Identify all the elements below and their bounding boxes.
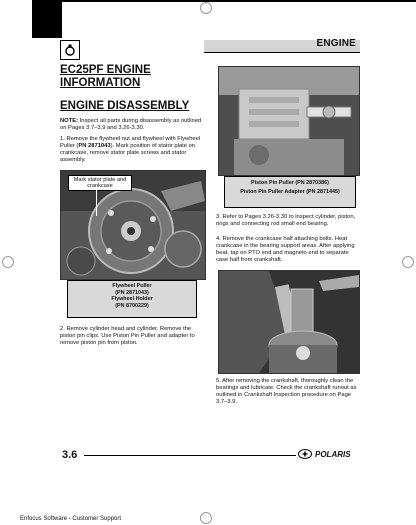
step-5: 5. After removing the crankshaft, thoroughly clean the bearings and lubricate. Check the crankshaft runout as outlined in Crankshaft Inspection procedure on Page 3.7–3.9.: [216, 378, 357, 405]
note-paragraph: [60, 118, 202, 132]
callout-leader-line: [96, 190, 97, 216]
header-black-tab: [32, 0, 62, 38]
step-1-text-b: ). Mark position of stator plate on crankcase, remove stator plate screws and stator assembly.: [60, 143, 196, 163]
piston-pin-puller-photo: [218, 66, 360, 176]
registration-mark-bottom: [200, 512, 212, 524]
registration-mark-right: [402, 256, 414, 268]
section-label: ENGINE: [316, 38, 356, 49]
page-number: 3.6: [62, 449, 78, 461]
caption-flywheel-puller-pn: (PN 2871043): [115, 289, 149, 296]
step-1-part-number: PN 2871043: [78, 143, 111, 149]
stator-callout: Mark stator plate and crankcase: [68, 175, 132, 191]
piston-tools-caption: [224, 176, 356, 208]
footer-credit: Enfocus Software - Customer Support: [20, 516, 122, 522]
caption-piston-pin-puller: Piston Pin Puller (PN 2870386): [251, 180, 329, 186]
caption-piston-pin-adapter: Piston Pin Puller Adapter (PN 2871445): [240, 189, 340, 195]
caption-flywheel-holder-pn: (PN 8700229): [115, 302, 149, 309]
note-label: NOTE:: [60, 118, 79, 124]
registration-mark-left: [2, 256, 14, 268]
step-4: 4. Remove the crankcase half attaching bolts. Heat crankcase in the bearing support areas. After applying heat, tap on PTO end and magneto end to separate case half from crankshaft.: [216, 236, 355, 263]
step-1: [60, 136, 202, 164]
caption-flywheel-puller: Flywheel Puller: [112, 283, 152, 289]
note-text: Inspect all parts during disassembly as outlined on Pages 3.7–3.9 and 3.26-3.30.: [60, 118, 202, 131]
step-3: 3. Refer to Pages 3.26-3.30 to inspect cylinder, piston, rings and connecting rod small end bearing.: [216, 214, 356, 227]
section-tab-rule: [204, 52, 360, 53]
step-1-text-a: 1. Remove the flywheel nut and flywheel with Flywheel Puller (: [60, 136, 201, 149]
step-2: 2. Remove cylinder head and cylinder. Remove the piston pin clips. Use Piston Pin Puller and adapter to remove piston pin from piston.: [60, 326, 195, 346]
header-top-rule: [62, 0, 416, 2]
polaris-logo: [298, 449, 351, 459]
caption-flywheel-holder: Flywheel Holder: [111, 296, 153, 303]
disassembly-heading: ENGINE DISASSEMBLY: [60, 100, 190, 112]
flywheel-tools-caption: [67, 280, 197, 318]
engine-section-icon: [60, 40, 80, 60]
polaris-star-icon: [298, 449, 312, 459]
crankcase-separation-photo: [218, 270, 360, 374]
registration-mark-top: [200, 2, 212, 14]
polaris-wordmark: POLARIS: [315, 449, 351, 459]
page-title: EC25PF ENGINE INFORMATION: [60, 64, 151, 89]
footer-rule: [84, 455, 296, 456]
